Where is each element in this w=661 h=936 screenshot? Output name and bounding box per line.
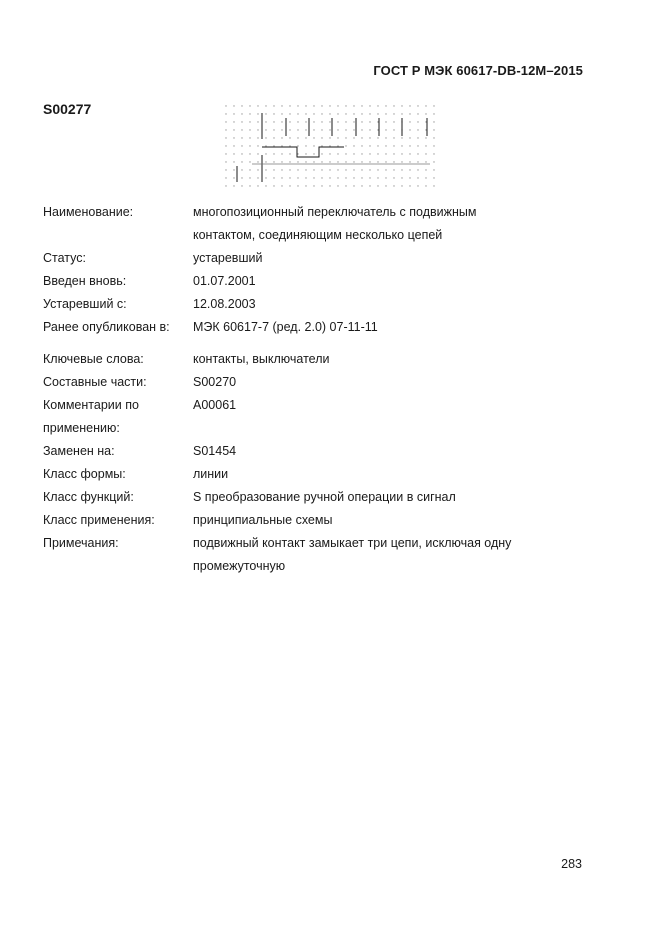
field-value <box>193 532 563 578</box>
switch-symbol-figure <box>222 100 442 190</box>
field-label: Ключевые слова: <box>43 352 144 366</box>
field-value <box>193 509 563 532</box>
field-value-line: линии <box>193 467 229 481</box>
field-value-line: контакты, выключатели <box>193 352 330 366</box>
field-label: Класс формы: <box>43 467 126 481</box>
field-label: Введен вновь: <box>43 274 127 288</box>
field-value-line: МЭК 60617-7 (ред. 2.0) 07-11-11 <box>193 320 378 334</box>
field-label: Статус: <box>43 251 86 265</box>
field-label: Наименование: <box>43 205 134 219</box>
field-value-line: устаревший <box>193 251 263 265</box>
field-value <box>193 486 563 509</box>
page-number: 283 <box>561 857 582 871</box>
field-value-line: контактом, соединяющим несколько цепей <box>193 228 443 242</box>
field-label: Составные части: <box>43 375 147 389</box>
field-label: Класс применения: <box>43 513 155 527</box>
field-value-line: промежуточную <box>193 559 286 573</box>
field-value-line: 12.08.2003 <box>193 297 256 311</box>
field-value-line: A00061 <box>193 398 237 412</box>
field-value <box>193 293 563 316</box>
field-value-line: S01454 <box>193 444 237 458</box>
field-value <box>193 201 563 247</box>
field-label: Примечания: <box>43 536 119 550</box>
field-value <box>193 247 563 270</box>
field-value <box>193 316 563 339</box>
field-value-line: принципиальные схемы <box>193 513 333 527</box>
field-value-line: подвижный контакт замыкает три цепи, исключая одну <box>193 536 512 550</box>
field-label-line: применению: <box>43 421 120 435</box>
field-label: Класс функций: <box>43 490 134 504</box>
field-value <box>193 371 563 394</box>
field-value-line: 01.07.2001 <box>193 274 256 288</box>
field-value <box>193 348 563 371</box>
field-value-line: многопозиционный переключатель с подвижным <box>193 205 477 219</box>
field-label: Заменен на: <box>43 444 115 458</box>
field-value <box>193 270 563 293</box>
symbol-id: S00277 <box>43 101 92 117</box>
field-label: Ранее опубликован в: <box>43 320 170 334</box>
grid-dots <box>225 105 434 186</box>
field-value <box>193 463 563 486</box>
field-value <box>193 440 563 463</box>
field-value <box>193 394 563 417</box>
document-code: ГОСТ Р МЭК 60617-DB-12M–2015 <box>373 63 583 78</box>
moving-contact-bar <box>262 147 344 157</box>
field-label-line: Комментарии по <box>43 398 139 412</box>
field-label <box>43 394 188 440</box>
field-label: Устаревший с: <box>43 297 127 311</box>
field-value-line: S преобразование ручной операции в сигнал <box>193 490 456 504</box>
field-value-line: S00270 <box>193 375 237 389</box>
